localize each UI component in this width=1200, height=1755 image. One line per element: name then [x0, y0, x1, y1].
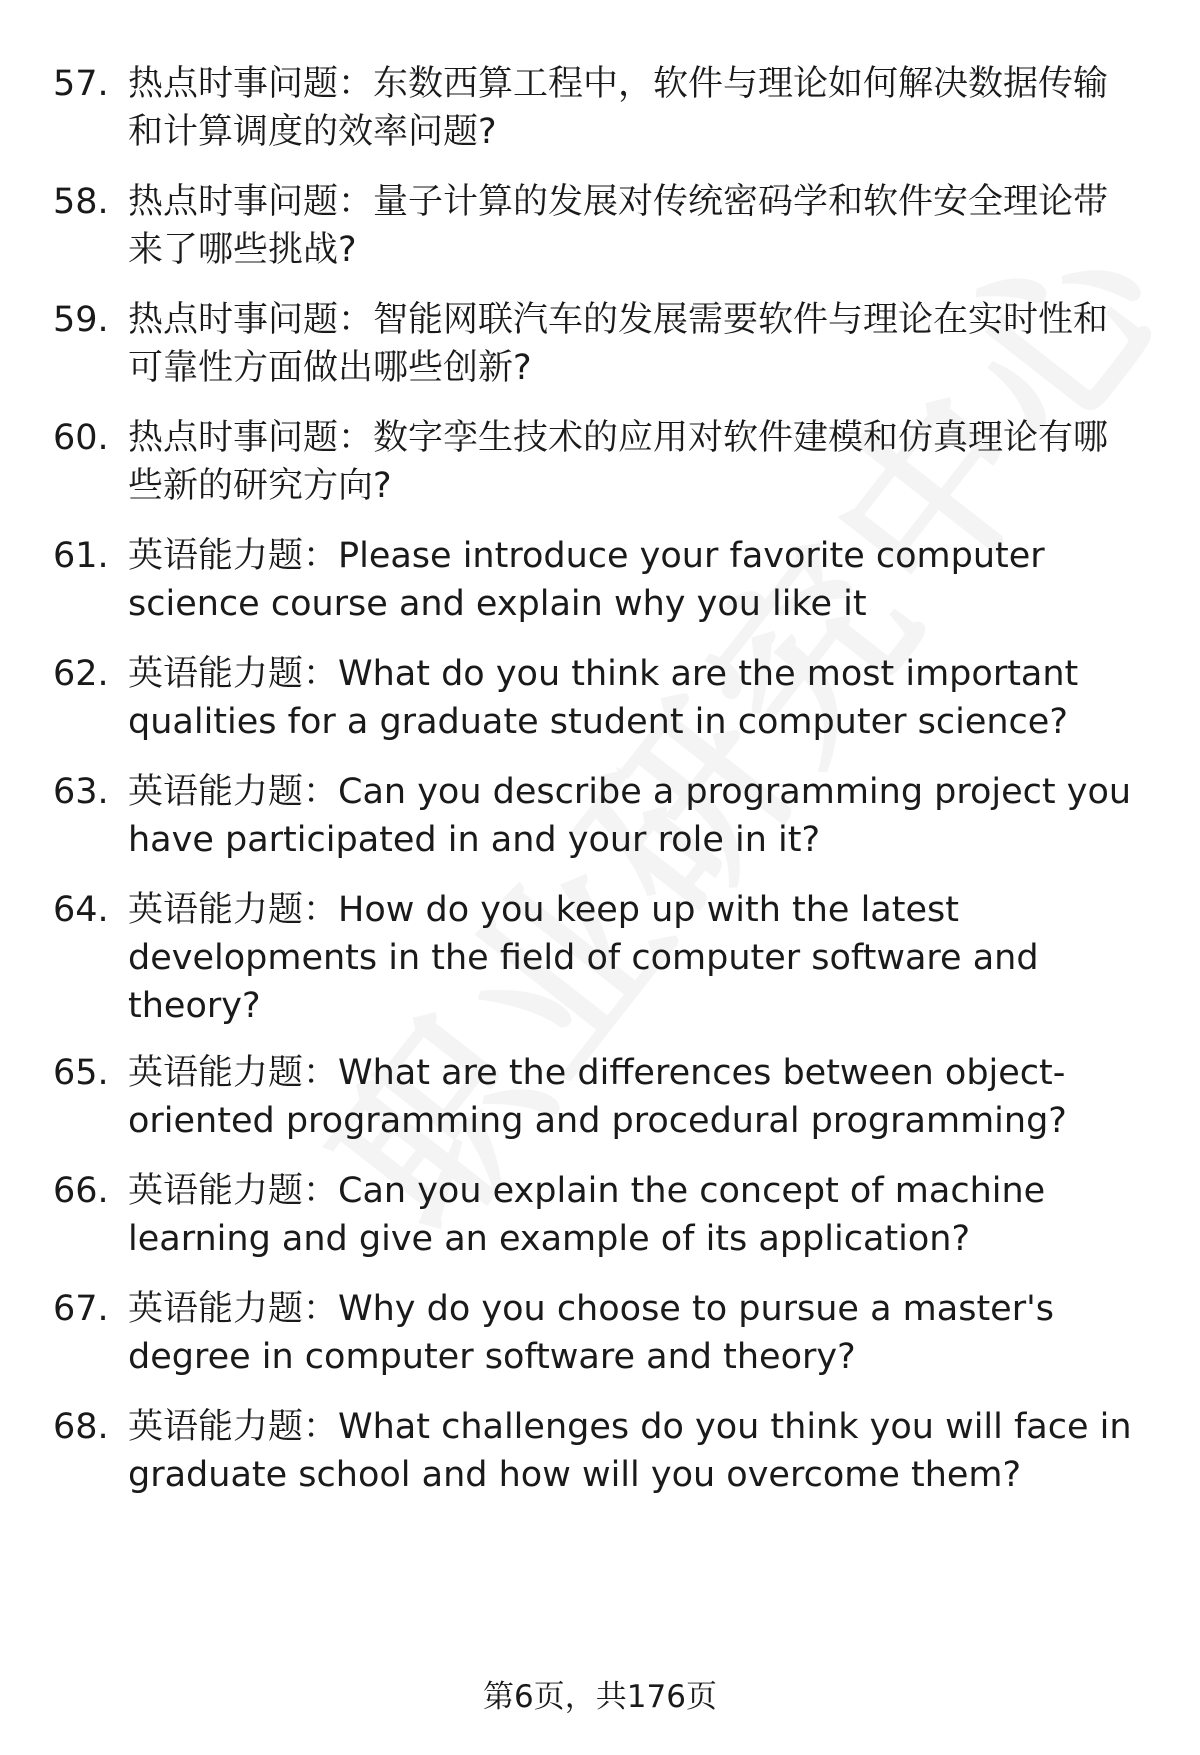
question-number: 60. [53, 418, 109, 458]
question-text: 英语能力题：What do you think are the most important qualities for a graduate student in computer science? [128, 654, 1079, 742]
question-number: 65. [53, 1053, 109, 1093]
question-text: 热点时事问题：量子计算的发展对传统密码学和软件安全理论带来了哪些挑战? [128, 182, 1109, 270]
question-number: 68. [53, 1407, 109, 1447]
question-text: 英语能力题：Can you describe a programming project you have participated in and your role in it? [128, 772, 1132, 860]
question-text: 热点时事问题：智能网联汽车的发展需要软件与理论在实时性和可靠性方面做出哪些创新? [128, 300, 1109, 388]
question-number: 57. [53, 64, 109, 104]
question-number: 61. [53, 536, 109, 576]
question-number: 64. [53, 890, 109, 930]
question-number: 67. [53, 1289, 109, 1329]
question-text: 英语能力题：How do you keep up with the latest developments in the field of computer software and theory? [128, 890, 1039, 1026]
question-number: 58. [53, 182, 109, 222]
question-text: 热点时事问题：东数西算工程中，软件与理论如何解决数据传输和计算调度的效率问题? [128, 64, 1109, 152]
page-footer: 第6页，共176页 [483, 1679, 717, 1715]
question-text: 英语能力题：Please introduce your favorite computer science course and explain why you like it [128, 536, 1045, 624]
question-text: 英语能力题：What challenges do you think you will face in graduate school and how will you overcome them? [128, 1407, 1132, 1495]
question-text: 英语能力题：Why do you choose to pursue a master's degree in computer software and theory? [128, 1289, 1054, 1377]
question-number: 66. [53, 1171, 109, 1211]
question-number: 63. [53, 772, 109, 812]
question-number: 62. [53, 654, 109, 694]
question-text: 英语能力题：What are the differences between object-oriented programming and procedural programming? [128, 1053, 1067, 1141]
question-text: 热点时事问题：数字孪生技术的应用对软件建模和仿真理论有哪些新的研究方向? [128, 418, 1109, 506]
question-text: 英语能力题：Can you explain the concept of machine learning and give an example of its application? [128, 1171, 1046, 1259]
question-number: 59. [53, 300, 109, 340]
